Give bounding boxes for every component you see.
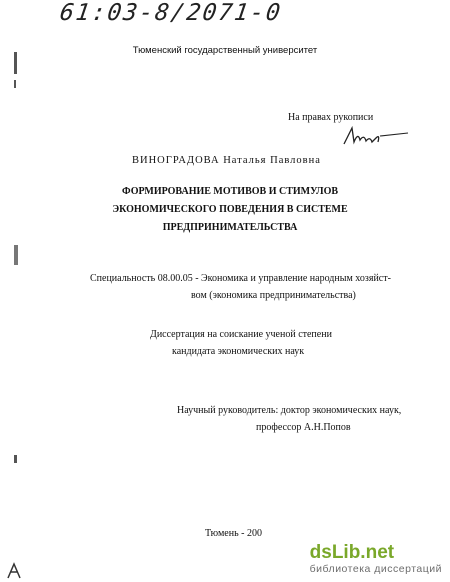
archive-number-handwritten: 61:03-8/2071-0 [58, 0, 284, 26]
signature-icon [340, 124, 415, 148]
specialty-line: Специальность 08.00.05 - Экономика и управление народным хозяйст- [90, 273, 391, 284]
title-line: ФОРМИРОВАНИЕ МОТИВОВ И СТИМУЛОВ [121, 186, 339, 197]
scan-artifact-icon [6, 560, 28, 580]
title-line: ЭКОНОМИЧЕСКОГО ПОВЕДЕНИЯ В СИСТЕМЕ [112, 204, 348, 215]
degree-line: кандидата экономических наук [172, 346, 305, 357]
scan-margin-mark [14, 80, 16, 88]
watermark-logo: dsLib.net [309, 542, 395, 563]
scan-margin-mark [14, 52, 17, 74]
watermark [310, 543, 442, 575]
dissertation-title [80, 183, 380, 237]
scan-margin-mark [14, 455, 17, 463]
author-name: ВИНОГРАДОВА Наталья Павловна [132, 155, 321, 166]
scan-margin-mark [14, 245, 18, 265]
city-year: Тюмень - 200 [205, 528, 262, 539]
watermark-subtitle: библиотека диссертаций [309, 563, 442, 575]
degree-line: Диссертация на соискание ученой степени [150, 329, 332, 340]
manuscript-rights-label: На правах рукописи [288, 112, 374, 123]
degree-block [150, 326, 332, 360]
title-line: ПРЕДПРИНИМАТЕЛЬСТВА [162, 222, 298, 233]
specialty-block [90, 270, 420, 304]
supervisor-line: профессор А.Н.Попов [256, 422, 351, 433]
supervisor-line: Научный руководитель: доктор экономических наук, [177, 405, 402, 416]
university-name: Тюменский государственный университет [132, 45, 318, 56]
supervisor-block [177, 402, 401, 436]
specialty-line: вом (экономика предпринимательства) [191, 290, 356, 301]
